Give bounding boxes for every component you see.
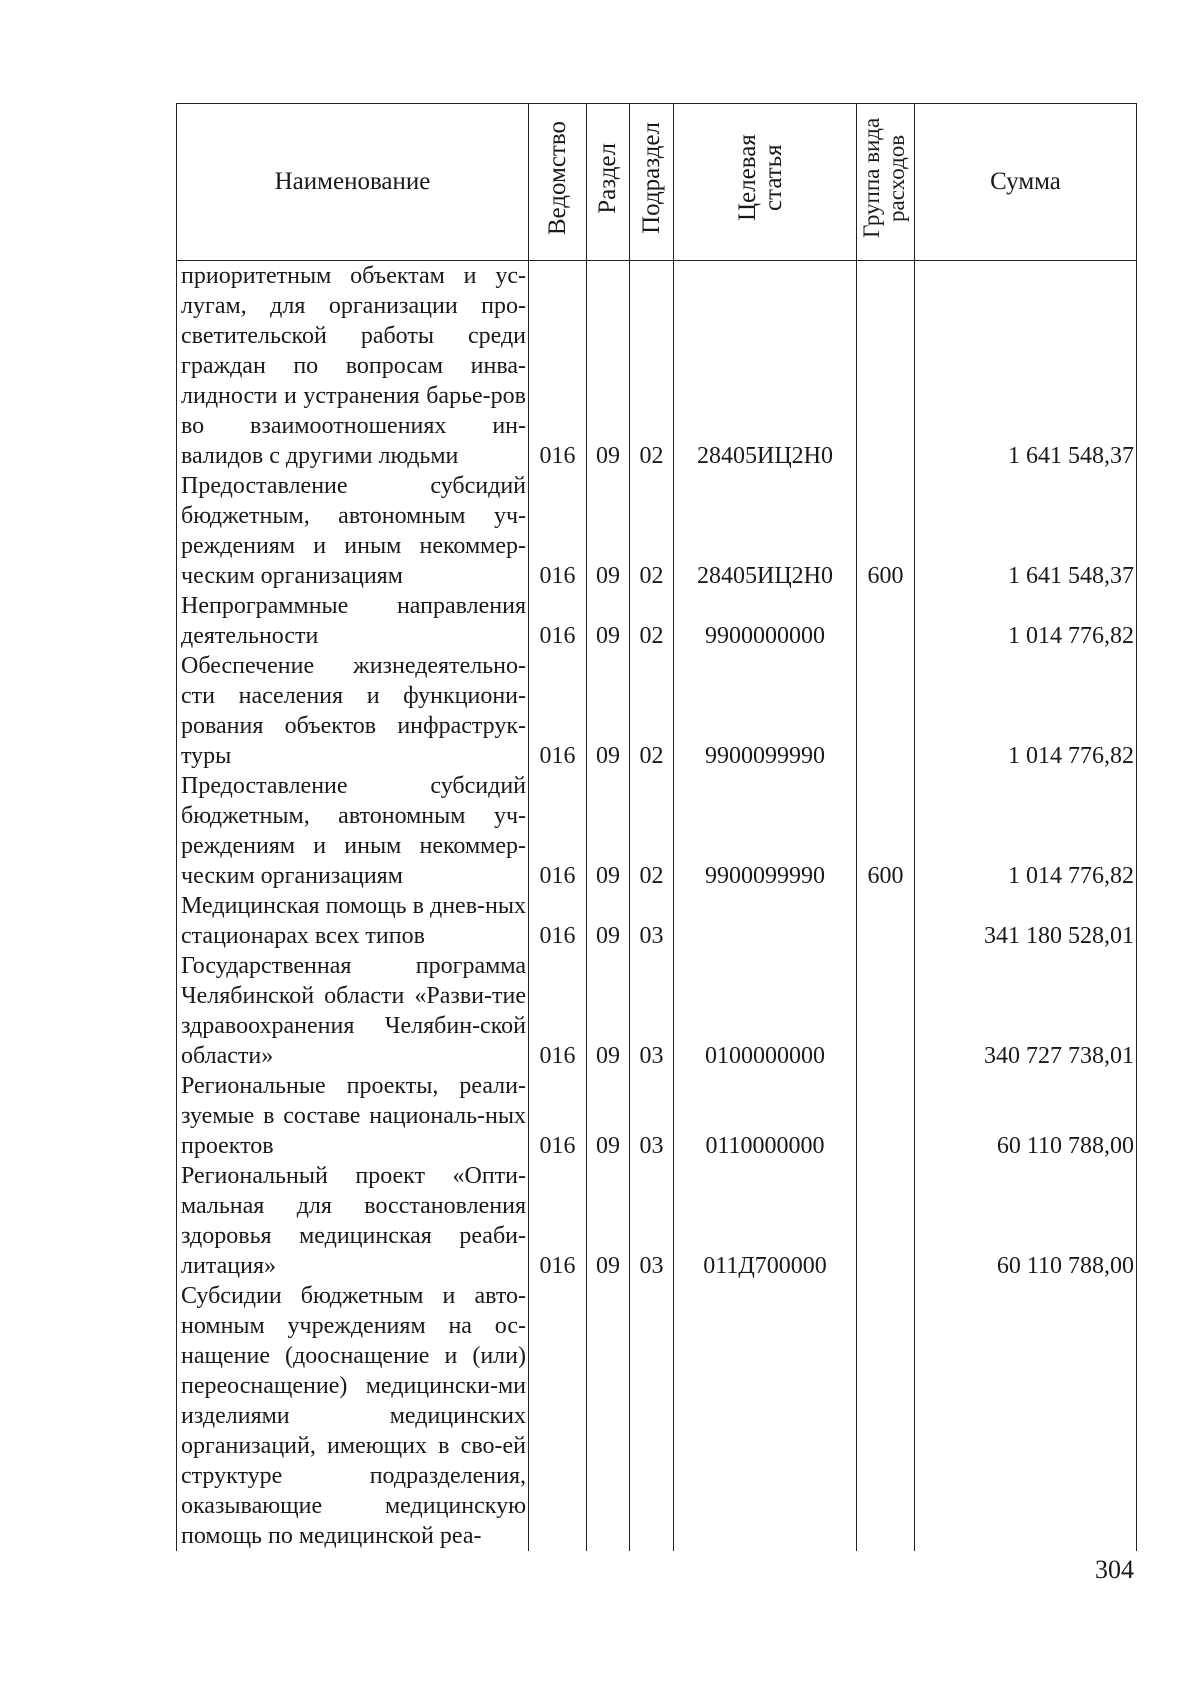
header-gruppa-vida-rashodov: Группа вида расходов	[857, 104, 915, 261]
cell-summa: 1 641 548,37	[915, 471, 1137, 591]
cell-tselevaya-statya: 9900099990	[674, 771, 857, 891]
table-row	[177, 771, 1137, 891]
cell-summa: 60 110 788,00	[915, 1161, 1137, 1281]
cell-podrazdel: 02	[630, 471, 674, 591]
table-row	[177, 471, 1137, 591]
cell-vedomstvo: 016	[529, 951, 587, 1071]
cell-tselevaya-statya	[674, 1281, 857, 1551]
header-vedomstvo: Ведомство	[529, 104, 587, 261]
cell-razdel: 09	[587, 771, 630, 891]
cell-gruppa-vida-rashodov: 600	[857, 471, 915, 591]
cell-razdel: 09	[587, 651, 630, 771]
cell-name: Предоставление субсидий бюджетным, автономным уч-реждениям и иным некоммер-ческим организациям	[177, 471, 529, 591]
cell-gruppa-vida-rashodov	[857, 261, 915, 472]
cell-podrazdel: 02	[630, 651, 674, 771]
cell-tselevaya-statya: 9900099990	[674, 651, 857, 771]
table-row	[177, 261, 1137, 472]
cell-name: Предоставление субсидий бюджетным, автономным уч-реждениям и иным некоммер-ческим организациям	[177, 771, 529, 891]
cell-razdel: 09	[587, 591, 630, 651]
header-tselevaya-statya: Целевая статья	[674, 104, 857, 261]
header-summa: Сумма	[915, 104, 1137, 261]
cell-tselevaya-statya: 28405ИЦ2Н0	[674, 471, 857, 591]
cell-razdel: 09	[587, 1161, 630, 1281]
cell-razdel: 09	[587, 1071, 630, 1161]
cell-podrazdel: 03	[630, 1071, 674, 1161]
cell-gruppa-vida-rashodov	[857, 1071, 915, 1161]
cell-razdel: 09	[587, 471, 630, 591]
table-body	[177, 261, 1137, 1552]
cell-vedomstvo: 016	[529, 651, 587, 771]
cell-name: Непрограммные направления деятельности	[177, 591, 529, 651]
header-razdel: Раздел	[587, 104, 630, 261]
cell-summa: 341 180 528,01	[915, 891, 1137, 951]
cell-name: Медицинская помощь в днев-ных стационарах всех типов	[177, 891, 529, 951]
cell-summa: 1 014 776,82	[915, 771, 1137, 891]
cell-gruppa-vida-rashodov	[857, 891, 915, 951]
cell-name: Региональный проект «Опти-мальная для восстановления здоровья медицинская реаби-литация»	[177, 1161, 529, 1281]
cell-razdel	[587, 1281, 630, 1551]
cell-gruppa-vida-rashodov	[857, 1161, 915, 1281]
budget-table-container	[176, 103, 1137, 1551]
cell-razdel: 09	[587, 951, 630, 1071]
cell-vedomstvo: 016	[529, 591, 587, 651]
cell-podrazdel: 03	[630, 891, 674, 951]
table-row	[177, 651, 1137, 771]
cell-vedomstvo: 016	[529, 471, 587, 591]
table-header-row	[177, 104, 1137, 261]
cell-gruppa-vida-rashodov	[857, 1281, 915, 1551]
table-row	[177, 1071, 1137, 1161]
cell-vedomstvo	[529, 1281, 587, 1551]
cell-podrazdel: 03	[630, 1161, 674, 1281]
cell-tselevaya-statya: 0100000000	[674, 951, 857, 1071]
cell-gruppa-vida-rashodov	[857, 591, 915, 651]
page-number: 304	[1095, 1555, 1134, 1584]
cell-summa: 1 014 776,82	[915, 591, 1137, 651]
cell-vedomstvo: 016	[529, 261, 587, 472]
cell-name: Субсидии бюджетным и авто-номным учреждениям на ос-нащение (дооснащение и (или) переоснащение) медицински-ми изделиями медицинских организаций, имеющих в сво-ей структуре подразделения, оказывающие медицинскую помощь по медицинской реа-	[177, 1281, 529, 1551]
cell-summa: 1 641 548,37	[915, 261, 1137, 472]
cell-tselevaya-statya: 9900000000	[674, 591, 857, 651]
cell-tselevaya-statya	[674, 891, 857, 951]
cell-summa: 1 014 776,82	[915, 651, 1137, 771]
table-row	[177, 1281, 1137, 1551]
cell-razdel: 09	[587, 891, 630, 951]
table-row	[177, 951, 1137, 1071]
cell-podrazdel: 02	[630, 261, 674, 472]
cell-vedomstvo: 016	[529, 1161, 587, 1281]
cell-summa	[915, 1281, 1137, 1551]
cell-gruppa-vida-rashodov	[857, 651, 915, 771]
cell-podrazdel: 02	[630, 771, 674, 891]
cell-razdel: 09	[587, 261, 630, 472]
header-name: Наименование	[177, 104, 529, 261]
cell-summa: 340 727 738,01	[915, 951, 1137, 1071]
cell-vedomstvo: 016	[529, 771, 587, 891]
cell-tselevaya-statya: 011Д700000	[674, 1161, 857, 1281]
cell-tselevaya-statya: 28405ИЦ2Н0	[674, 261, 857, 472]
cell-vedomstvo: 016	[529, 891, 587, 951]
cell-name: Обеспечение жизнедеятельно-сти населения и функциони-рования объектов инфраструк-туры	[177, 651, 529, 771]
cell-name: приоритетным объектам и ус-лугам, для организации про-светительской работы среди граждан по вопросам инва-лидности и устранения барье-ров во взаимоотношениях ин-валидов с другими людьми	[177, 261, 529, 472]
cell-gruppa-vida-rashodov	[857, 951, 915, 1071]
cell-podrazdel: 02	[630, 591, 674, 651]
cell-summa: 60 110 788,00	[915, 1071, 1137, 1161]
cell-podrazdel: 03	[630, 951, 674, 1071]
cell-podrazdel	[630, 1281, 674, 1551]
cell-name: Государственная программа Челябинской области «Разви-тие здравоохранения Челябин-ской области»	[177, 951, 529, 1071]
table-row	[177, 591, 1137, 651]
budget-table	[176, 103, 1137, 1551]
header-podrazdel: Подраздел	[630, 104, 674, 261]
table-row	[177, 891, 1137, 951]
table-row	[177, 1161, 1137, 1281]
cell-gruppa-vida-rashodov: 600	[857, 771, 915, 891]
cell-name: Региональные проекты, реали-зуемые в составе националь-ных проектов	[177, 1071, 529, 1161]
cell-vedomstvo: 016	[529, 1071, 587, 1161]
cell-tselevaya-statya: 0110000000	[674, 1071, 857, 1161]
